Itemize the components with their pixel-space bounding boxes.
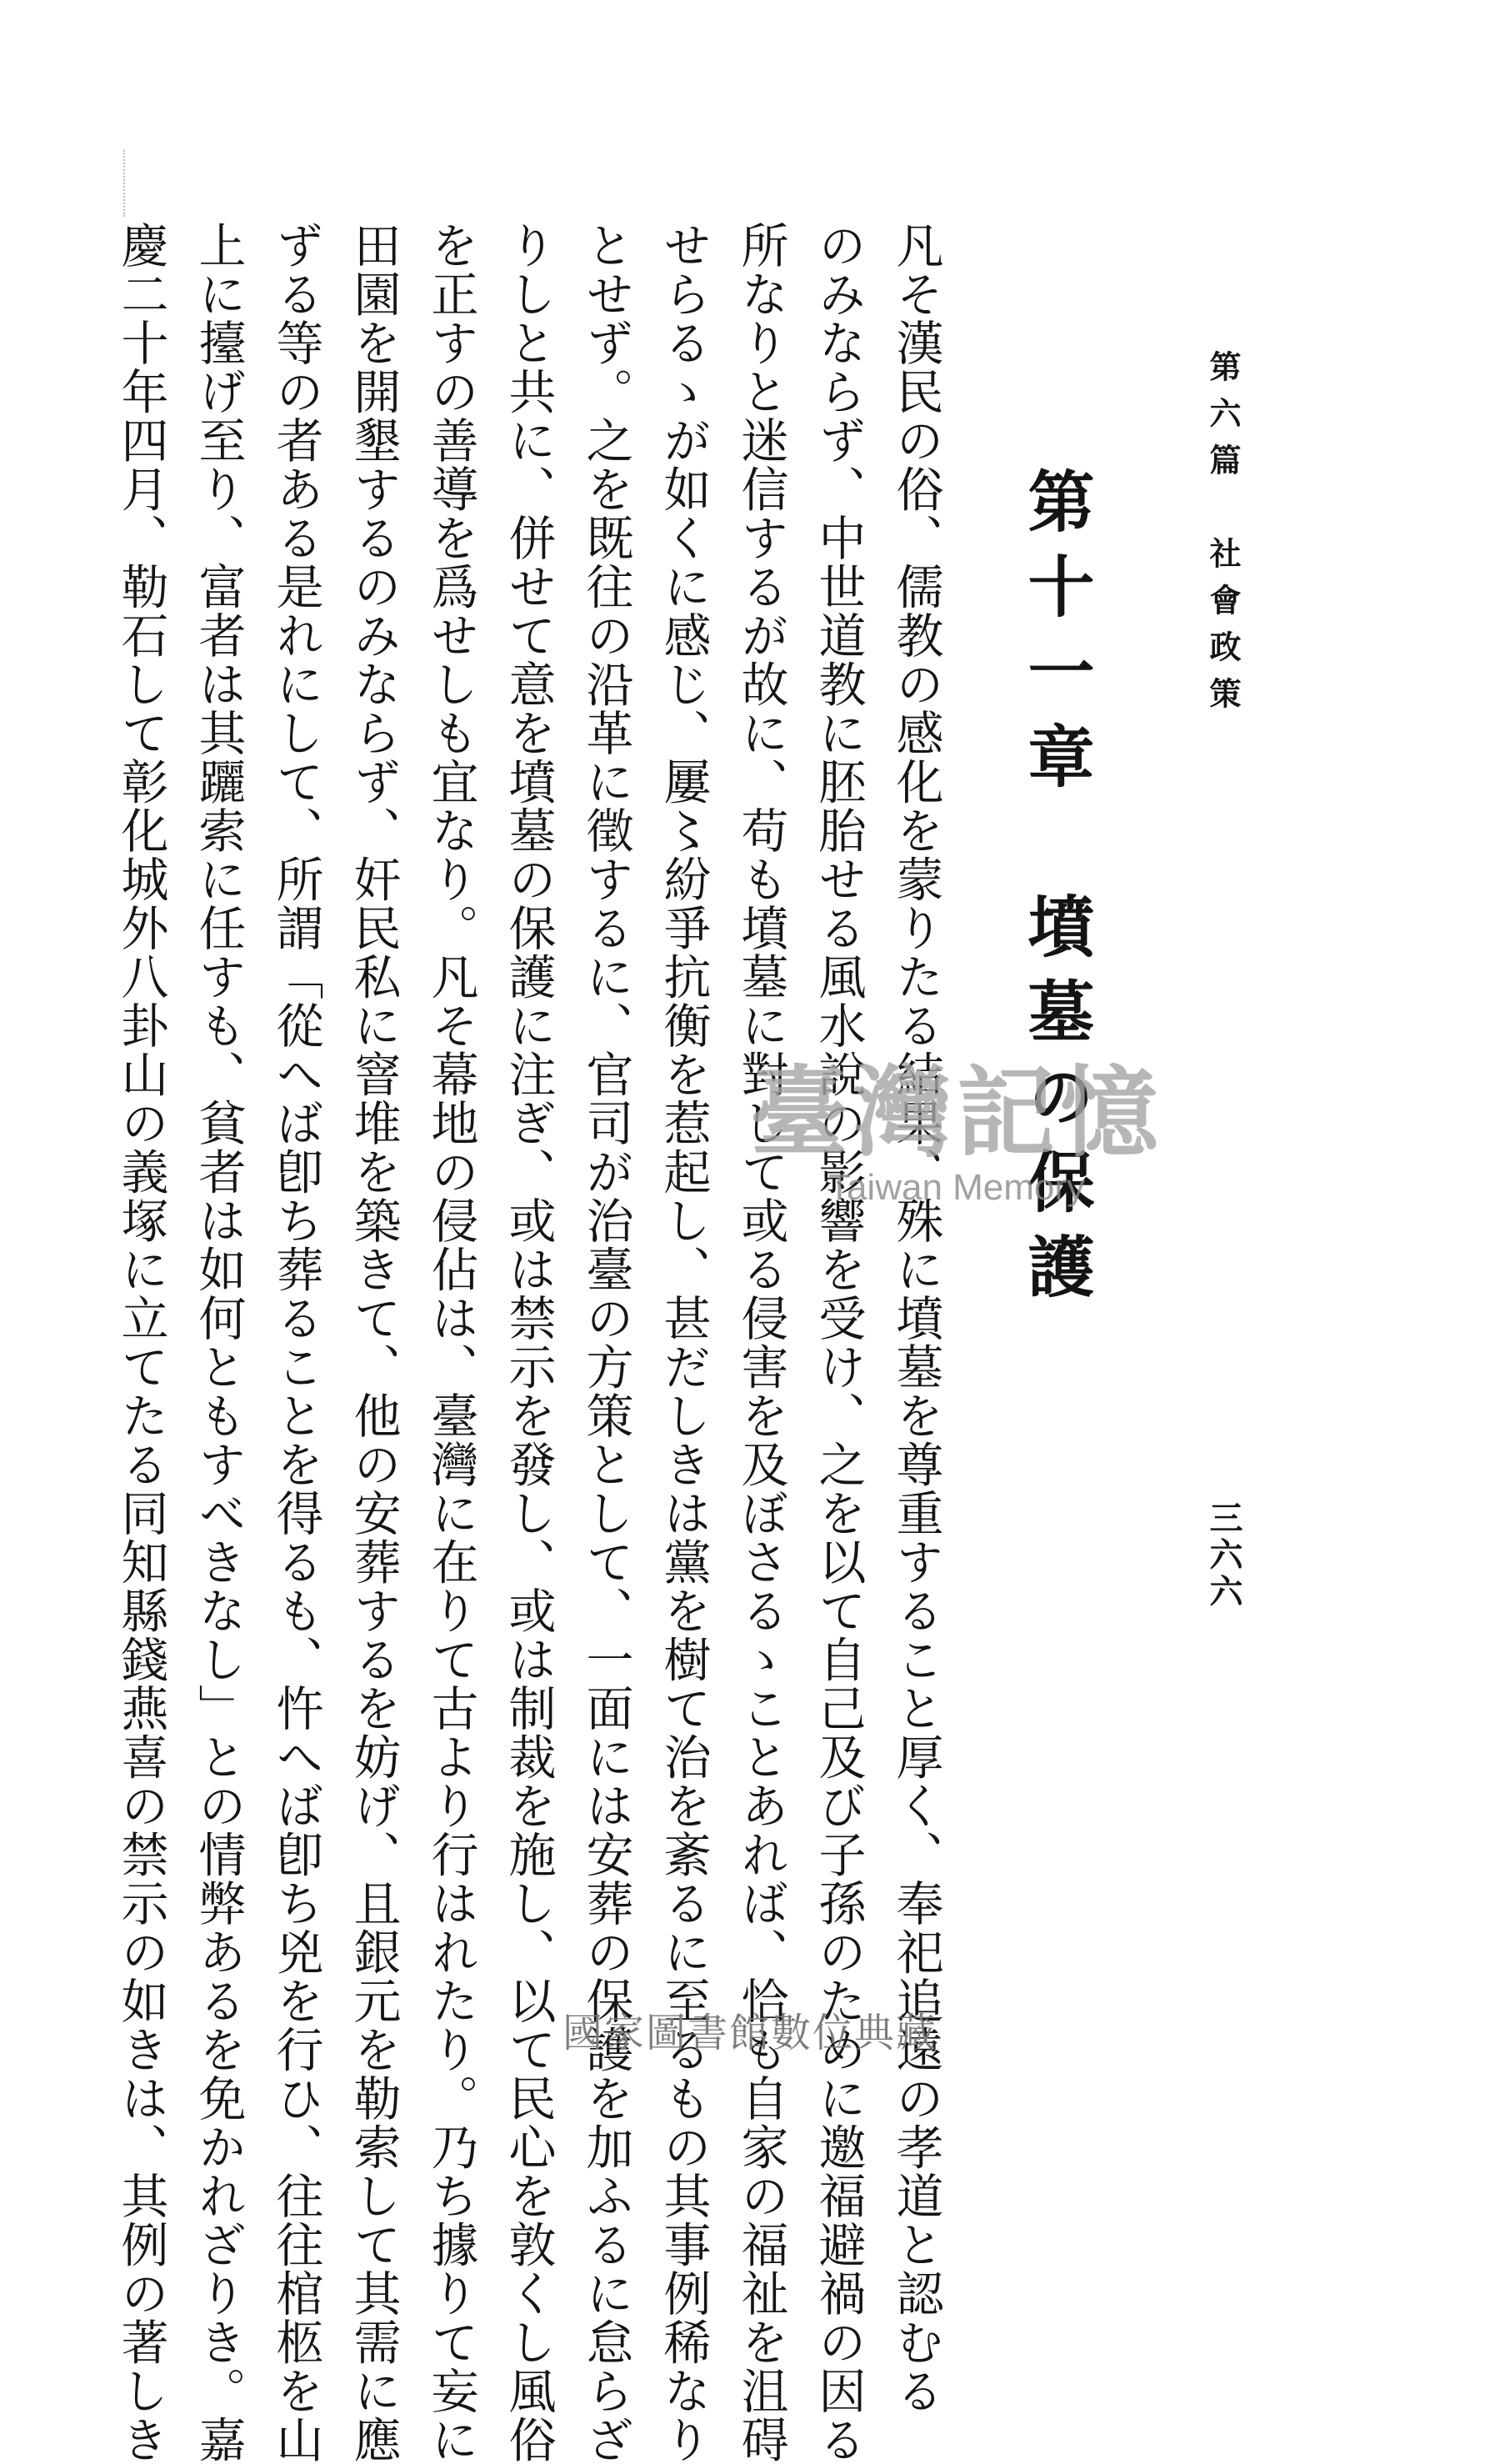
body-column: 慶二十年四月、勒石して彰化城外八卦山の義塚に立てたる同知縣錢燕喜の禁示の如きは、其例の著しき [113,221,168,2464]
body-column: のみならず、中世道教に胚胎せる風水說の影響を受け、之を以て自己及び子孫のために邀福避禍の因る [811,221,866,2464]
body-column: 上に擡げ至り、富者は其躧索に任すも、貧者は如何ともすべきなし」との情弊あるを免かれざりき。嘉 [191,221,246,2464]
body-column: りしと共に、併せて意を墳墓の保護に注ぎ、或は禁示を發し、或は制裁を施し、以て民心を敦くし風俗 [501,221,556,2464]
body-column: ずる等の者ある是れにして、所謂「從へば卽ち葬ることを得るも、忤へば卽ち兇を行ひ、往往棺柩を山 [268,221,323,2464]
body-column: とせず。之を既往の沿革に徵するに、官司が治臺の方策として、一面には安葬の保護を加ふるに怠らざ [578,221,633,2464]
body-column: 田園を開墾するのみならず、奸民私に窨堆を築きて、他の安葬するを妨げ、且銀元を勒索して其需に應 [346,221,401,2464]
watermark-english-text: Taiwan Memory [828,1167,1086,1208]
watermark [750,1034,1163,1209]
body-column: 所なりと迷信するが故に、苟も墳墓に對して或る侵害を及ぼさるゝことあれば、恰も自家の福祉を沮碍 [733,221,788,2464]
chapter-title: 第十一章 墳墓の保護 [1017,467,1095,1317]
body-column: を正すの善導を爲せしも宜なり。凡そ幕地の侵佔は、臺灣に在りて古より行はれたり。乃ち據りて妄に [423,221,478,2464]
footer-collection-credit: 國家圖書館數位典藏 [562,2010,938,2056]
page-number: 三六六 [1204,1500,1243,1610]
watermark-chinese-text: 臺灣記憶 [750,1055,1164,1170]
body-column: せらるゝが如くに感じ、屢〻紛爭抗衡を惹起し、甚だしきは黨を樹て治を紊るに至るもの其事例稀なり [656,221,711,2464]
running-header: 第六篇 社會政策 [1204,350,1242,724]
body-column: 凡そ漢民の俗、儒教の感化を蒙りたる結果、殊に墳墓を尊重すること厚く、奉祀追遠の孝道と認むる [888,221,943,2416]
margin-marks [123,150,128,217]
